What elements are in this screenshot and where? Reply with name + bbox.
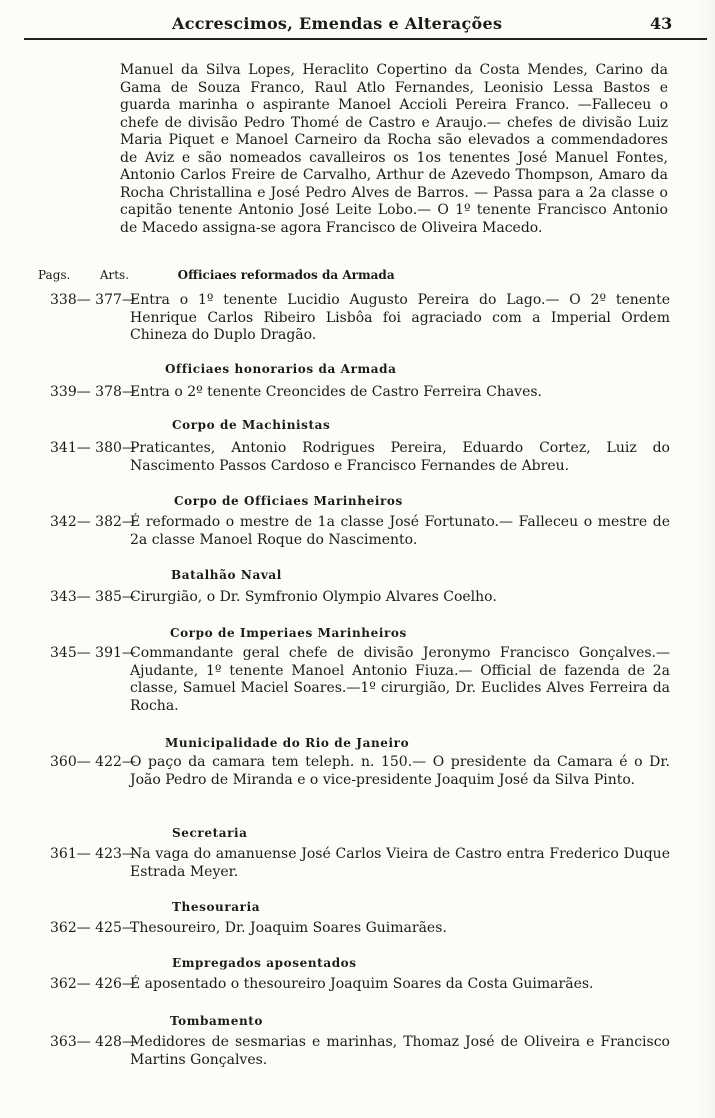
entry-text: Na vaga do amanuense José Carlos Vieira de Castro entra Frederico Duque Estrada Meyer. bbox=[130, 846, 670, 880]
list-item bbox=[50, 384, 670, 402]
section-title: Tombamento bbox=[170, 1014, 264, 1028]
page-number: 43 bbox=[650, 14, 673, 33]
list-item bbox=[50, 645, 670, 715]
list-item bbox=[50, 920, 670, 938]
entry-numbers: 362— 425— bbox=[50, 920, 136, 936]
section-title: Municipalidade do Rio de Janeiro bbox=[165, 736, 410, 750]
entry-numbers: 360— 422— bbox=[50, 754, 136, 770]
section-title: Corpo de Imperiaes Marinheiros bbox=[170, 626, 407, 640]
list-item bbox=[50, 976, 670, 994]
running-title: Accrescimos, Emendas e Alterações bbox=[172, 14, 503, 33]
column-headers bbox=[38, 268, 395, 282]
section-title: Secretaria bbox=[172, 826, 248, 840]
section-title: Officiaes honorarios da Armada bbox=[165, 362, 397, 376]
entry-text: O paço da camara tem teleph. n. 150.— O presidente da Camara é o Dr. João Pedro de Miranda e o vice-presidente Joaquim José da Silva Pinto. bbox=[130, 754, 670, 788]
entry-text: É reformado o mestre de 1a classe José Fortunato.— Falleceu o mestre de 2a classe Manoel Roque do Nascimento. bbox=[130, 514, 670, 548]
list-item bbox=[50, 292, 670, 345]
entry-text: Medidores de sesmarias e marinhas, Thomaz José de Oliveira e Francisco Martins Gonçalves. bbox=[130, 1034, 670, 1068]
entry-text: Commandante geral chefe de divisão Jeronymo Francisco Gonçalves.— Ajudante, 1º tenente Manoel Antonio Fiuza.— Official de fazenda de 2a classe, Samuel Maciel Soares.—1º cirurgião, Dr. Euclides Alves Ferreira da Rocha. bbox=[130, 645, 670, 714]
entry-text: Thesoureiro, Dr. Joaquim Soares Guimarães. bbox=[130, 920, 447, 936]
entry-text: Entra o 1º tenente Lucidio Augusto Pereira do Lago.— O 2º tenente Henrique Carlos Ribeiro Lisbôa foi agraciado com a Imperial Ordem Chineza do Duplo Dragão. bbox=[130, 292, 670, 343]
entry-numbers: 345— 391— bbox=[50, 645, 136, 661]
section-title: Empregados aposentados bbox=[172, 956, 357, 970]
page-edge-shadow bbox=[695, 0, 715, 1118]
entry-numbers: 362— 426— bbox=[50, 976, 136, 992]
page-header bbox=[0, 0, 715, 40]
entry-numbers: 341— 380— bbox=[50, 440, 136, 456]
header-rule bbox=[24, 38, 707, 40]
entry-numbers: 361— 423— bbox=[50, 846, 136, 862]
list-item bbox=[50, 754, 670, 789]
entry-numbers: 343— 385— bbox=[50, 589, 136, 605]
entry-numbers: 338— 377— bbox=[50, 292, 136, 308]
arts-column-header: Arts. bbox=[99, 268, 130, 282]
section-title: Batalhão Naval bbox=[171, 568, 282, 582]
pages-column-header: Pags. bbox=[38, 268, 71, 282]
list-item bbox=[50, 846, 670, 881]
entry-text: Entra o 2º tenente Creoncides de Castro Ferreira Chaves. bbox=[130, 384, 543, 400]
list-item bbox=[50, 589, 670, 607]
entry-text: Praticantes, Antonio Rodrigues Pereira, Eduardo Cortez, Luiz do Nascimento Passos Cardoso e Francisco Fernandes de Abreu. bbox=[130, 440, 670, 474]
section-title: Corpo de Machinistas bbox=[172, 418, 331, 432]
intro-paragraph: Manuel da Silva Lopes, Heraclito Copertino da Costa Mendes, Carino da Gama de Souza Franco, Raul Atlo Fernandes, Leonisio Lessa Bastos e guarda marinha o aspirante Manoel Accioli Pereira Franco. —Falleceu o chefe de divisão Pedro Thomé de Castro e Araujo.— chefes de divisão Luiz Maria Piquet e Manoel Carneiro da Rocha são elevados a commendadores de Aviz e são nomeados cavalleiros os 1os tenentes José Manuel Fontes, Antonio Carlos Freire de Carvalho, Arthur de Azevedo Thompson, Amaro da Rocha Christallina e José Pedro Alves de Barros. — Passa para a 2a classe o capitão tenente Antonio José Leite Lobo.— O 1º tenente Francisco Antonio de Macedo assigna-se agora Francisco de Oliveira Macedo. bbox=[120, 62, 668, 236]
entry-text: É aposentado o thesoureiro Joaquim Soares da Costa Guimarães. bbox=[130, 976, 594, 992]
entry-numbers: 363— 428— bbox=[50, 1034, 136, 1050]
section-title: Corpo de Officiaes Marinheiros bbox=[174, 494, 403, 508]
section-title: Thesouraria bbox=[172, 900, 261, 914]
entry-numbers: 342— 382— bbox=[50, 514, 136, 530]
list-item bbox=[50, 440, 670, 475]
entry-text: Cirurgião, o Dr. Symfronio Olympio Alvares Coelho. bbox=[130, 589, 497, 605]
list-item bbox=[50, 514, 670, 549]
entry-numbers: 339— 378— bbox=[50, 384, 136, 400]
section-title: Officiaes reformados da Armada bbox=[177, 268, 395, 282]
list-item bbox=[50, 1034, 670, 1069]
